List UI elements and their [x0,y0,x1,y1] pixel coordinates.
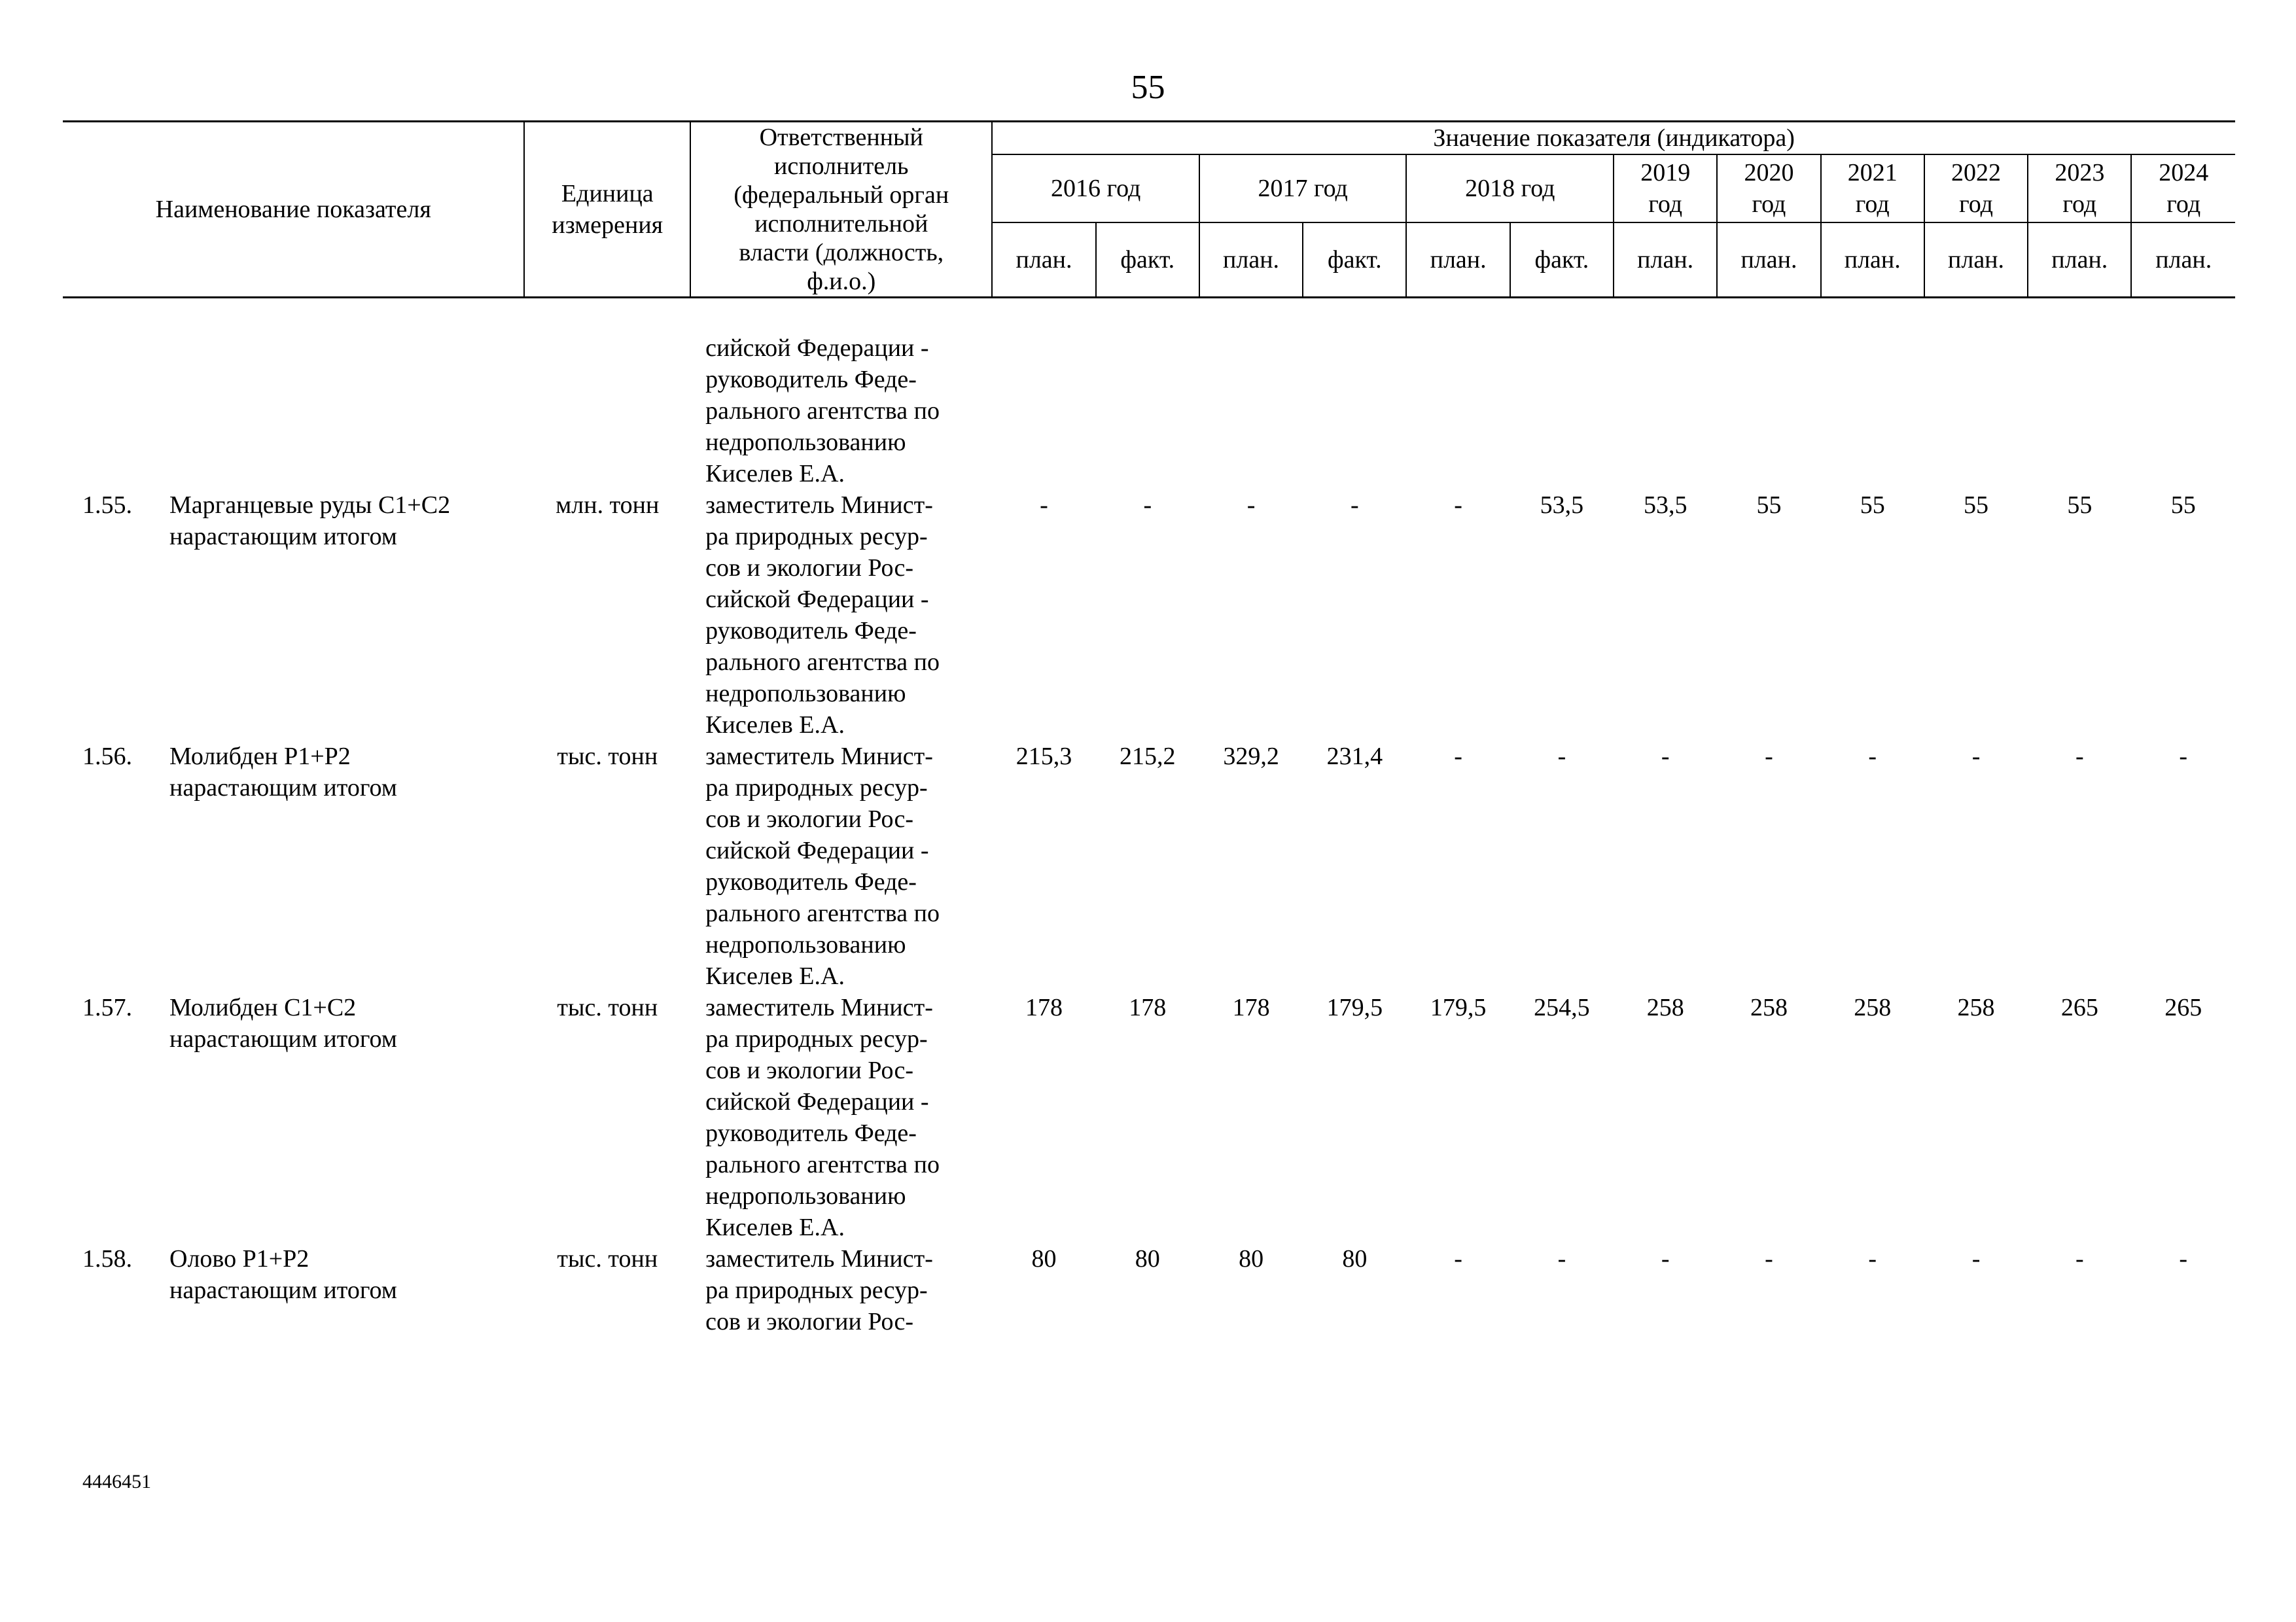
resp-line: недропользованию [705,1182,906,1210]
value-cell: 80 [1342,1245,1368,1273]
value-cell: - [2075,1245,2084,1273]
header-resp-line: ф.и.о.) [807,268,876,295]
header-subcol: факт. [1510,222,1614,298]
header-subcol: факт. [1096,222,1199,298]
resp-line: Киселев Е.А. [705,711,845,739]
resp-line: заместитель Минист- [705,743,933,770]
value-cell: 178 [1129,994,1167,1021]
indicator-name-line: Олово Р1+Р2 [169,1245,309,1273]
indicator-name-line: нарастающим итогом [169,523,397,550]
header-subcol: план. [2028,222,2131,298]
indicator-cell [63,489,524,741]
resp-line: сийской Федерации - [705,837,929,864]
continuation-responsible [690,332,992,489]
header-subcol: план. [1614,222,1717,298]
responsible-cell [690,1243,992,1337]
table-row [63,741,2235,992]
value-cell: - [1143,491,1152,519]
value-cell: 80 [1239,1245,1264,1273]
header-year-2022 [1924,154,2028,222]
indicator-name-line: нарастающим итогом [169,774,397,802]
indicator-number: 1.56. [82,743,132,770]
resp-line: сов и экологии Рос- [705,554,914,582]
header-year-2023 [2028,154,2131,222]
value-cell: - [1765,1245,1773,1273]
resp-line: недропользованию [705,931,906,959]
value-cell: 55 [2170,491,2196,519]
year-word: год [1752,190,1786,218]
unit-cell: тыс. тонн [557,994,658,1021]
resp-line: сов и экологии Рос- [705,1057,914,1084]
header-subcol: план. [992,222,1095,298]
document-code: 4446451 [82,1471,151,1492]
resp-line: руководитель Феде- [705,366,917,393]
year-number: 2024 [2159,159,2209,186]
value-cell: - [1454,491,1462,519]
table-row [63,992,2235,1243]
value-cell: 231,4 [1326,743,1383,770]
resp-line: сийской Федерации - [705,586,929,613]
resp-line: Киселев Е.А. [705,962,845,990]
indicator-name-line: Молибден С1+С2 [169,994,357,1021]
indicator-name-line: нарастающим итогом [169,1025,397,1053]
header-subcol: план. [2131,222,2235,298]
value-cell: 179,5 [1430,994,1487,1021]
header-year-2016: 2016 год [992,154,1199,222]
header-resp-line: Ответственный [759,124,923,151]
unit-cell: млн. тонн [556,491,660,519]
resp-line: ра природных ресур- [705,1025,928,1053]
value-cell: - [1661,1245,1670,1273]
header-values-group: Значение показателя (индикатора) [992,122,2235,155]
header-unit [524,122,690,298]
value-cell: 258 [1646,994,1684,1021]
header-resp-line: исполнитель [774,152,909,180]
value-cell: - [1661,743,1670,770]
header-year-2017: 2017 год [1199,154,1407,222]
year-word: год [1959,190,1993,218]
indicator-name [169,489,497,552]
value-cell: - [1971,743,1981,770]
value-cell: 179,5 [1326,994,1383,1021]
year-number: 2021 [1847,159,1898,186]
value-cell: - [1246,491,1256,519]
value-cell: 329,2 [1223,743,1279,770]
year-word: год [1648,190,1683,218]
header-indicator-name: Наименование показателя [63,122,524,298]
value-cell: 55 [1756,491,1782,519]
value-cell: 80 [1135,1245,1160,1273]
value-cell: 254,5 [1534,994,1590,1021]
resp-line: рального агентства по [705,1151,940,1178]
header-resp-line: (федеральный орган [733,181,949,209]
header-subcol: план. [1924,222,2028,298]
value-cell: - [1868,743,1877,770]
year-word: год [2062,190,2097,218]
value-cell: - [1557,1245,1566,1273]
indicator-cell [63,992,524,1243]
continuation-name-cell [63,332,524,489]
indicator-number: 1.55. [82,491,132,519]
header-year-2020 [1717,154,1820,222]
value-cell: 215,2 [1120,743,1176,770]
unit-cell: тыс. тонн [557,743,658,770]
value-cell: 215,3 [1016,743,1072,770]
year-number: 2020 [1744,159,1794,186]
indicator-number: 1.58. [82,1245,132,1273]
year-word: год [2166,190,2201,218]
resp-line: рального агентства по [705,648,940,676]
header-resp-line: исполнительной [754,210,928,238]
value-cell: - [1040,491,1048,519]
value-cell: - [1971,1245,1981,1273]
table-body [63,298,2235,1338]
indicator-name-line: Молибден Р1+Р2 [169,743,351,770]
table-header [63,122,2235,298]
table-row [63,1243,2235,1337]
value-cell: 53,5 [1643,491,1687,519]
resp-line: Киселев Е.А. [705,460,845,487]
value-cell: 258 [1854,994,1892,1021]
indicator-name-line: Марганцевые руды С1+С2 [169,491,451,519]
header-subcol: план. [1717,222,1820,298]
value-cell: 80 [1031,1245,1057,1273]
value-cell: 55 [1964,491,1989,519]
resp-line: ра природных ресур- [705,774,928,802]
indicator-name [169,1243,497,1306]
value-cell: 55 [1860,491,1885,519]
year-number: 2019 [1640,159,1691,186]
continuation-unit-cell [524,332,690,489]
responsible-cell [690,489,992,741]
resp-line: недропользованию [705,680,906,707]
value-cell: - [1351,491,1359,519]
value-cell: - [2179,1245,2188,1273]
resp-line: заместитель Минист- [705,994,933,1021]
value-cell: 53,5 [1540,491,1584,519]
resp-line: рального агентства по [705,900,940,927]
indicator-cell [63,1243,524,1337]
indicator-name [169,992,497,1055]
resp-line: рального агентства по [705,397,940,425]
header-year-2019 [1614,154,1717,222]
value-cell: 258 [1750,994,1788,1021]
resp-line: сийской Федерации - [705,1088,929,1116]
table-row [63,489,2235,741]
continuation-row [63,332,2235,489]
year-number: 2022 [1951,159,2002,186]
resp-line: руководитель Феде- [705,1120,917,1147]
header-year-2018: 2018 год [1406,154,1614,222]
unit-cell: тыс. тонн [557,1245,658,1273]
value-cell: - [2075,743,2084,770]
header-unit-line1: Единица [561,180,654,207]
resp-line: заместитель Минист- [705,491,933,519]
indicator-cell [63,741,524,992]
indicator-name-line: нарастающим итогом [169,1277,397,1304]
header-subcol: план. [1821,222,1924,298]
value-cell: - [1868,1245,1877,1273]
header-subcol: план. [1406,222,1510,298]
resp-line: руководитель Феде- [705,868,917,896]
header-subcol: план. [1199,222,1303,298]
responsible-cell [690,992,992,1243]
indicator-table [63,120,2235,1337]
continuation-values [992,332,2235,489]
year-number: 2023 [2055,159,2105,186]
resp-line: заместитель Минист- [705,1245,933,1273]
header-year-2021 [1821,154,1924,222]
resp-line: руководитель Феде- [705,617,917,644]
indicator-number: 1.57. [82,994,132,1021]
value-cell: - [2179,743,2188,770]
header-resp-line: власти (должность, [739,239,944,266]
value-cell: 265 [2164,994,2202,1021]
resp-line: сийской Федерации - [705,334,929,362]
value-cell: 178 [1025,994,1063,1021]
value-cell: - [1557,743,1566,770]
resp-line: Киселев Е.А. [705,1214,845,1241]
resp-line: сов и экологии Рос- [705,1308,914,1335]
value-cell: - [1454,1245,1462,1273]
responsible-cell [690,741,992,992]
resp-line: недропользованию [705,429,906,456]
year-word: год [1855,190,1890,218]
header-unit-line2: измерения [552,211,663,239]
indicator-table-wrapper [63,120,2235,1337]
header-subcol: факт. [1303,222,1406,298]
resp-line: сов и экологии Рос- [705,805,914,833]
value-cell: 178 [1232,994,1270,1021]
resp-line: ра природных ресур- [705,523,928,550]
page-number: 55 [1131,69,1165,106]
value-cell: - [1454,743,1462,770]
value-cell: - [1765,743,1773,770]
indicator-name [169,741,497,803]
value-cell: 258 [1957,994,1995,1021]
resp-line: ра природных ресур- [705,1277,928,1304]
value-cell: 55 [2067,491,2093,519]
value-cell: 265 [2060,994,2098,1021]
header-responsible [690,122,992,298]
header-year-2024 [2131,154,2235,222]
